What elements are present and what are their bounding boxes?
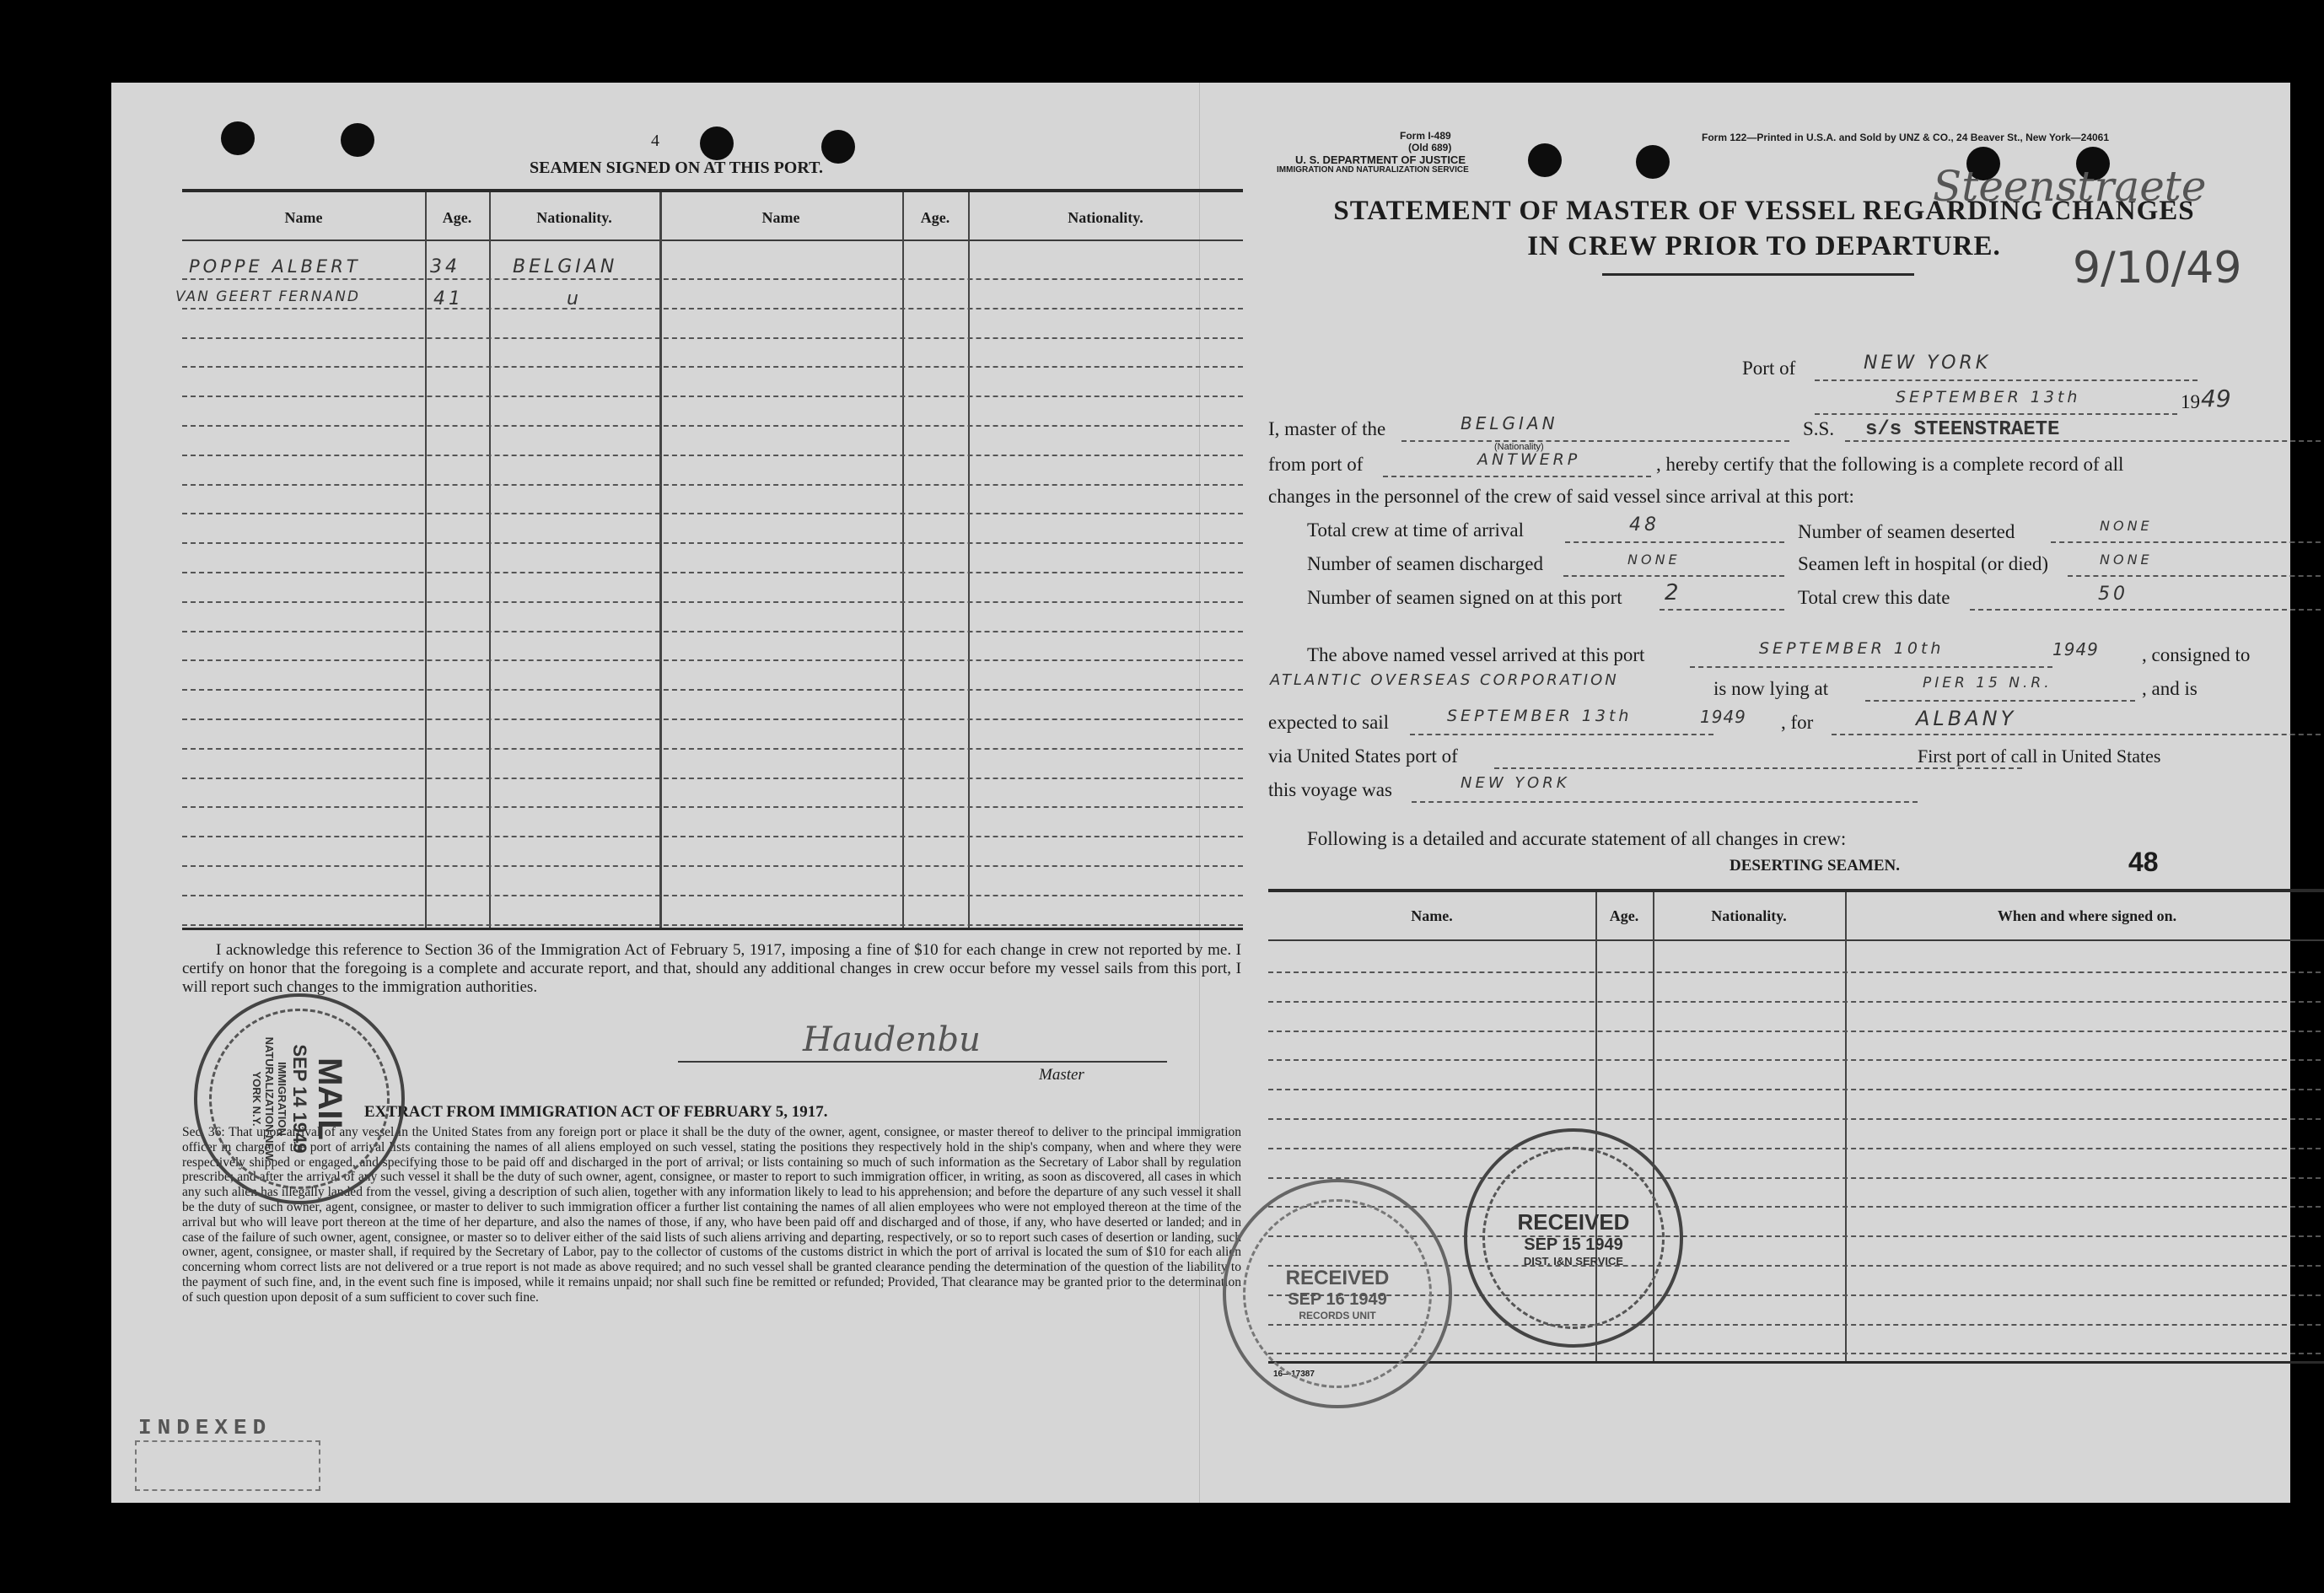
port-label: Port of [1742,358,1796,379]
left-table-col-divider [659,192,662,928]
arrived-year: 1949 [2052,639,2099,659]
via-label: via United States port of [1268,745,1458,767]
certify-text: , hereby certify that the following is a complete record of all [1656,454,2124,475]
left-table-bottom-rule [182,928,1243,930]
punch-hole [1636,145,1670,179]
received-stamp-date: SEP 15 1949 [1524,1235,1623,1254]
received-stamp-word: RECEIVED [1285,1266,1390,1289]
fill-line [2051,541,2324,543]
following-text: Following is a detailed and accurate statement of all changes in crew: [1307,828,1847,849]
seaman-age: 34 [430,256,460,277]
and-is-text: , and is [2142,678,2198,699]
left-table-col-divider [489,192,491,928]
master-caption: Master [1039,1066,1084,1084]
discharged-value: NONE [1627,552,1681,568]
arrived-text: The above named vessel arrived at this port [1307,644,1645,665]
table-row-line [182,895,1243,896]
sail-date: SEPTEMBER 13th [1447,707,1633,725]
fill-line [1410,734,1713,735]
table-row-line [182,308,1243,309]
table-row-line [182,425,1243,427]
deserting-title: DESERTING SEAMEN. [1729,857,1901,875]
first-port-label: First port of call in United States [1918,745,2161,767]
table-row-line [182,631,1243,632]
from-port-label: from port of [1268,454,1364,475]
deserting-col-age: Age. [1609,907,1639,924]
nationality-value: BELGIAN [1461,413,1558,433]
table-row-line [182,865,1243,867]
document-sheet [111,83,2290,1503]
table-row-line [182,366,1243,368]
fill-line [1815,379,2198,381]
table-row-line [182,748,1243,750]
fill-line [1383,476,1651,477]
master-signature: Haudenbu [803,1020,981,1059]
table-row-line [1268,1001,2324,1003]
signed-on-value: 2 [1665,580,1682,605]
table-row-line [182,278,1243,280]
deserting-col-when-where: When and where signed on. [1997,907,2177,924]
consignee: ATLANTIC OVERSEAS CORPORATION [1270,671,1619,689]
footer-code: 16—17387 [1273,1370,1315,1379]
table-row-line [1268,1059,2324,1061]
lying-value: PIER 15 N.R. [1923,675,2052,692]
ss-label: S.S. [1803,418,1835,439]
left-table-col-divider [902,192,904,928]
seaman-age: 41 [433,288,464,309]
table-row-line [1268,1089,2324,1090]
annotation-date: 9/10/49 [2073,243,2242,293]
deserting-col-nationality: Nationality. [1711,907,1787,924]
hospital-value: NONE [2100,552,2153,568]
form-title-line2: IN CREW PRIOR TO DEPARTURE. [1527,231,2001,261]
table-row-line [1268,1148,2324,1149]
deserted-value: NONE [2100,518,2153,534]
master-label: I, master of the [1268,418,1386,439]
fill-line [2068,575,2324,577]
table-row-line [1268,1206,2324,1208]
fill-line [1494,767,2022,769]
punch-hole [221,121,255,155]
indexed-stamp: INDEXED [138,1415,272,1440]
total-crew-date-label: Total crew this date [1798,587,1950,608]
received-stamp-word: RECEIVED [1517,1208,1630,1235]
total-crew-arrival-label: Total crew at time of arrival [1307,519,1525,541]
form-old: (Old 689) [1408,142,1452,153]
consigned-text: , consigned to [2142,644,2251,665]
fill-line [1832,734,2324,735]
lying-text: is now lying at [1713,678,1829,699]
certify-text-2: changes in the personnel of the crew of said vessel since arrival at this port: [1268,486,1854,507]
annotation-ship: Steenstraete [1933,162,2207,211]
mail-stamp-ring [209,1009,390,1189]
col-header-age: Age. [920,209,950,226]
fill-line [1565,541,1784,543]
extract-title: EXTRACT FROM IMMIGRATION ACT OF FEBRUARY 5, 1917. [364,1103,828,1121]
table-row-line [182,572,1243,573]
deserting-col-name: Name. [1411,907,1453,924]
voyage-label: this voyage was [1268,779,1392,800]
signature-line [678,1061,1167,1063]
col-header-age: Age. [442,209,472,226]
fill-line [1412,801,1918,803]
fill-line [1690,666,2052,668]
col-header-name: Name [284,209,323,226]
table-row-line [182,455,1243,456]
left-table-col-divider [425,192,427,928]
fill-line [1815,413,2177,415]
received-stamp-records [1223,1179,1452,1408]
table-row-line [182,836,1243,837]
indexed-box [135,1440,320,1491]
for-label: , for [1781,712,1814,733]
left-page-title: SEAMEN SIGNED ON AT THIS PORT. [530,159,823,177]
seaman-name: VAN GEERT FERNAND [175,288,360,305]
punch-hole [341,123,374,157]
printer-line: Form 122—Printed in U.S.A. and Sold by UNZ & CO., 24 Beaver St., New York—24061 [1702,132,2110,143]
table-row-line [182,659,1243,661]
table-row-line [182,924,1243,926]
received-stamp-district [1464,1128,1683,1348]
extract-text: Sec. 36: That upon arrival of any vessel in the United States from any foreign port or place it shall be the duty of the owner, agent, consignee, or master thereof to deliver to the principal immigration officer in charge of the port of arrival lists containing the names of all aliens employed on such vessel, stating the positions they respectively hold in the ship's company, when and where they were respectively shipped or engaged, and specifying those to be paid off and discharged in the port of arrival; or lists containing so much of such information as the Secretary of Labor shall by regulation prescribe; and after the arrival of any such vessel it shall be the duty of such owner, agent, consignee, or master to report to such immigration officer, in writing, as soon as discovered, all cases in which any such alien has illegally landed from the vessel, giving a description of such alien, together with any information likely to lead to his apprehension; and before the departure of any such vessel it shall be the duty of such owner, agent, consignee, or master to deliver to such immigration officer a further list containing the names of all alien employees who were not employed thereon at the time of the arrival but who will leave port thereon at the time of her departure, and also the names of those, if any, who have been paid off and discharged and of those, if any, who have deserted or landed; and in case of the failure of such owner, agent, consignee, or master so to deliver either of the said lists of such aliens arriving and departing, respectively, or so to report such cases of desertion or landing, such owner, agent, consignee, or master shall, if required by the Secretary of Labor, pay to the collector of customs of the customs district in which the port of arrival is located the sum of $10 for each alien concerning whom correct lists are not delivered or a true report is not made as above required; and no such vessel shall be granted clearance pending the determination of the question of the liability to the payment of such fine, and, in the event such fine is imposed, while it remains unpaid; nor shall such fine be remitted or refunded; Provided, That clearance may be granted prior to the determination of such question upon deposit of a sum sufficient to cover such fine. [182,1125,1241,1305]
table-row-line [182,689,1243,691]
mail-stamp-word: MAIL [311,1058,348,1140]
signed-on-label: Number of seamen signed on at this port [1307,587,1622,608]
seaman-name: POPPE ALBERT [189,256,361,277]
col-header-nationality: Nationality. [1068,209,1143,226]
page-number: 4 [651,132,659,150]
discharged-label: Number of seamen discharged [1307,553,1543,574]
mail-stamp-date: SEP 14 1949 [289,1044,310,1154]
nationality-caption: (Nationality) [1494,442,1544,452]
department: U. S. DEPARTMENT OF JUSTICE [1295,153,1466,166]
voyage-value: NEW YORK [1461,774,1570,792]
service: IMMIGRATION AND NATURALIZATION SERVICE [1277,165,1469,175]
year-prefix: 19 [2181,391,2200,412]
form-title-line1: STATEMENT OF MASTER OF VESSEL REGARDING CHANGES [1333,196,2195,226]
table-row-line [1268,1177,2324,1179]
fill-line [1660,609,1784,611]
deserting-col-divider [1845,892,1847,1361]
seaman-nationality: u [567,288,582,309]
from-port-value: ANTWERP [1477,450,1581,469]
date-value: SEPTEMBER 13th [1896,388,2081,406]
table-row-line [1268,1031,2324,1032]
table-row-line [1268,971,2324,973]
left-table-top-rule [182,189,1243,192]
table-row-line [182,396,1243,397]
punch-hole [1528,143,1562,177]
deserting-table-top-rule [1268,889,2324,892]
table-row-line [182,542,1243,544]
table-row-line [182,806,1243,808]
mail-stamp-text: IMMIGRATION NATURALIZATION NEW YORK N.Y. [250,1036,288,1161]
deserted-label: Number of seamen deserted [1798,521,2015,542]
fill-line [1401,440,1789,442]
total-crew-arrival: 48 [1629,514,1660,535]
hospital-label: Seamen left in hospital (or died) [1798,553,2049,574]
port-value: NEW YORK [1864,353,1992,374]
received-stamp-ring [1243,1199,1432,1388]
table-row-line [182,484,1243,486]
seaman-nationality: BELGIAN [513,256,618,277]
acknowledgement-text: I acknowledge this reference to Section 36 of the Immigration Act of February 5, 1917, imposing a fine of $10 for each change in crew not reported by me. I certify on honor that the foregoing is a complete and accurate report, and that, should any additional changes in crew occur before my vessel sails from this port, I will report such changes to the immigration authorities. [182,941,1241,996]
table-row-line [182,778,1243,779]
received-stamp-text: RECORDS UNIT [1299,1309,1376,1321]
received-stamp-date: SEP 16 1949 [1288,1289,1387,1309]
col-header-nationality: Nationality. [536,209,612,226]
title-underline [1602,273,1914,276]
left-table-header-rule [182,239,1243,241]
form-number: Form I-489 [1400,130,1451,142]
sail-label: expected to sail [1268,712,1390,733]
punch-hole [700,126,734,160]
vessel-name: s/s STEENSTRAETE [1865,418,2060,441]
table-row-line [182,513,1243,514]
total-crew-date: 50 [2098,584,2128,605]
received-stamp-ring [1482,1147,1665,1329]
left-table-col-divider [968,192,970,928]
col-header-name: Name [761,209,800,226]
received-stamp-text: DIST. I&N SERVICE [1523,1254,1624,1267]
fill-line [1970,609,2324,611]
mail-stamp [194,993,405,1204]
destination: ALBANY [1916,707,2017,730]
table-row-line [182,601,1243,603]
fill-line [1563,575,1784,577]
table-row-line [182,337,1243,339]
fill-line [1865,700,2135,702]
year-value: 49 [2201,385,2231,412]
table-row-line [182,718,1243,720]
table-row-line [1268,1118,2324,1120]
arrived-date: SEPTEMBER 10th [1759,639,1945,658]
deserting-number: 48 [2128,847,2159,877]
sail-year: 1949 [1700,707,1746,727]
deserting-table-header-rule [1268,939,2324,941]
